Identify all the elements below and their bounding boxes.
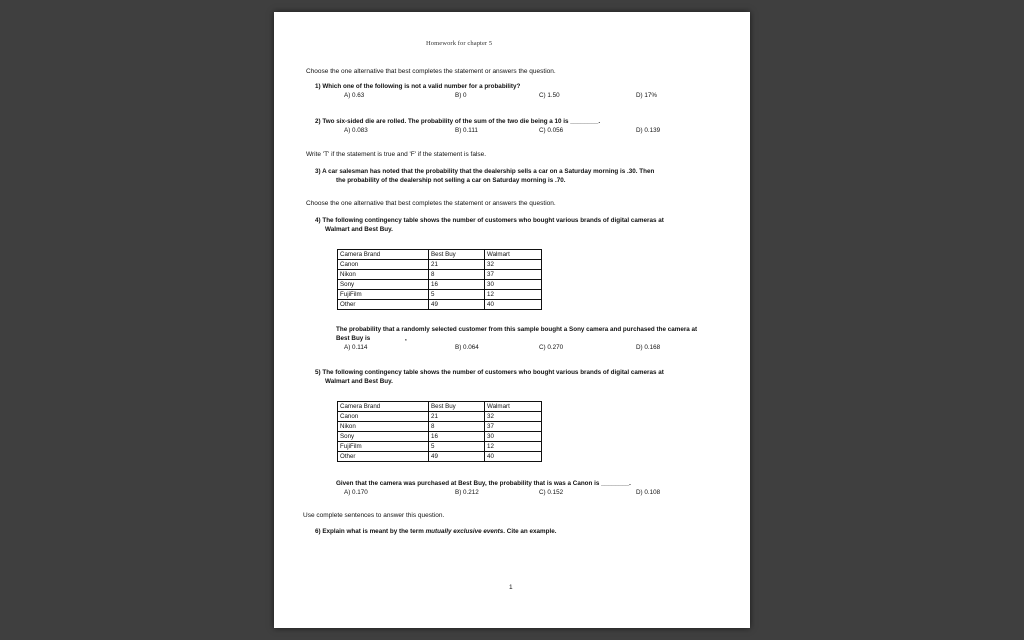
question-5-line1: 5) The following contingency table shows the number of customers who bought various brands of digital cameras at bbox=[315, 369, 664, 376]
table-header-cell: Best Buy bbox=[429, 250, 485, 260]
table-cell: 21 bbox=[429, 412, 485, 422]
question-4-line1: 4) The following contingency table shows the number of customers who bought various brands of digital cameras at bbox=[315, 217, 664, 224]
table-cell: 40 bbox=[485, 300, 542, 310]
table-cell: 5 bbox=[429, 442, 485, 452]
table-cell: 8 bbox=[429, 270, 485, 280]
table-cell: 21 bbox=[429, 260, 485, 270]
question-4-prompt-comma: , bbox=[405, 335, 407, 342]
table-header-cell: Best Buy bbox=[429, 402, 485, 412]
q5-option-d: D) 0.108 bbox=[636, 489, 661, 496]
table-header-cell: Walmart bbox=[485, 250, 542, 260]
table-row bbox=[338, 442, 542, 452]
q2-option-d: D) 0.139 bbox=[636, 127, 661, 134]
q2-option-a: A) 0.083 bbox=[344, 127, 368, 134]
table-cell: Canon bbox=[338, 260, 429, 270]
q1-option-c: C) 1.50 bbox=[539, 92, 560, 99]
table-cell: Other bbox=[338, 452, 429, 462]
question-3-line2: the probability of the dealership not selling a car on Saturday morning is .70. bbox=[336, 177, 566, 184]
question-6 bbox=[315, 528, 556, 537]
table-cell: Nikon bbox=[338, 422, 429, 432]
table-cell: 49 bbox=[429, 300, 485, 310]
question-6-term: mutually exclusive events bbox=[425, 528, 504, 535]
table-cell: 16 bbox=[429, 432, 485, 442]
q4-option-a: A) 0.114 bbox=[344, 344, 368, 351]
question-4-prompt-line1: The probability that a randomly selected customer from this sample bought a Sony camera and purchased the camera at bbox=[336, 326, 698, 333]
q5-option-b: B) 0.212 bbox=[455, 489, 479, 496]
q4-option-b: B) 0.064 bbox=[455, 344, 479, 351]
table-cell: FujiFilm bbox=[338, 290, 429, 300]
question-6-prefix: 6) Explain what is meant by the term bbox=[315, 528, 426, 535]
q5-option-c: C) 0.152 bbox=[539, 489, 564, 496]
table-cell: 49 bbox=[429, 452, 485, 462]
page-header: Homework for chapter 5 bbox=[426, 40, 493, 47]
table-cell: Sony bbox=[338, 432, 429, 442]
table-cell: 30 bbox=[485, 280, 542, 290]
table-header-cell: Camera Brand bbox=[338, 250, 429, 260]
contingency-table-q5 bbox=[337, 401, 542, 462]
q2-option-c: C) 0.056 bbox=[539, 127, 564, 134]
table-row bbox=[338, 280, 542, 290]
table-cell: Nikon bbox=[338, 270, 429, 280]
instructions-true-false: Write 'T' if the statement is true and 'F' if the statement is false. bbox=[306, 151, 487, 158]
q1-option-b: B) 0 bbox=[455, 92, 467, 99]
q1-option-d: D) 17% bbox=[636, 92, 657, 99]
question-1-text: 1) Which one of the following is not a valid number for a probability? bbox=[315, 83, 521, 90]
table-cell: 37 bbox=[485, 270, 542, 280]
table-cell: 5 bbox=[429, 290, 485, 300]
question-5-line2: Walmart and Best Buy. bbox=[325, 378, 393, 385]
table-row bbox=[338, 422, 542, 432]
table-cell: 8 bbox=[429, 422, 485, 432]
instructions-multiple-choice-2: Choose the one alternative that best completes the statement or answers the question. bbox=[306, 200, 556, 207]
table-header-row bbox=[338, 402, 542, 412]
question-4-prompt-line2: Best Buy is bbox=[336, 335, 371, 342]
table-row bbox=[338, 300, 542, 310]
table-row bbox=[338, 452, 542, 462]
table-cell: 40 bbox=[485, 452, 542, 462]
question-3-line1: 3) A car salesman has noted that the probability that the dealership sells a car on a Saturday morning is .30. Then bbox=[315, 168, 655, 175]
question-6-suffix: . Cite an example. bbox=[503, 528, 557, 535]
table-row bbox=[338, 270, 542, 280]
table-header-cell: Walmart bbox=[485, 402, 542, 412]
table-cell: 30 bbox=[485, 432, 542, 442]
table-cell: 32 bbox=[485, 412, 542, 422]
q4-option-c: C) 0.270 bbox=[539, 344, 564, 351]
table-header-row bbox=[338, 250, 542, 260]
table-row bbox=[338, 290, 542, 300]
page-number: 1 bbox=[509, 584, 513, 591]
table-cell: Other bbox=[338, 300, 429, 310]
question-2-text: 2) Two six-sided die are rolled. The probability of the sum of the two die being a 10 is ________. bbox=[315, 118, 601, 125]
table-cell: Canon bbox=[338, 412, 429, 422]
q1-option-a: A) 0.63 bbox=[344, 92, 365, 99]
table-cell: 12 bbox=[485, 290, 542, 300]
instructions-short-answer: Use complete sentences to answer this question. bbox=[303, 512, 445, 519]
document-page bbox=[274, 12, 750, 628]
table-row bbox=[338, 432, 542, 442]
contingency-table-q4 bbox=[337, 249, 542, 310]
table-header-cell: Camera Brand bbox=[338, 402, 429, 412]
table-cell: 12 bbox=[485, 442, 542, 452]
q4-option-d: D) 0.168 bbox=[636, 344, 661, 351]
table-cell: FujiFilm bbox=[338, 442, 429, 452]
table-row bbox=[338, 260, 542, 270]
table-cell: 16 bbox=[429, 280, 485, 290]
q2-option-b: B) 0.111 bbox=[455, 127, 478, 134]
table-cell: 32 bbox=[485, 260, 542, 270]
question-5-prompt: Given that the camera was purchased at Best Buy, the probability that is was a Canon is ________. bbox=[336, 480, 631, 487]
table-row bbox=[338, 412, 542, 422]
question-4-line2: Walmart and Best Buy. bbox=[325, 226, 393, 233]
instructions-multiple-choice: Choose the one alternative that best completes the statement or answers the question. bbox=[306, 68, 556, 75]
table-cell: 37 bbox=[485, 422, 542, 432]
q5-option-a: A) 0.170 bbox=[344, 489, 368, 496]
table-cell: Sony bbox=[338, 280, 429, 290]
